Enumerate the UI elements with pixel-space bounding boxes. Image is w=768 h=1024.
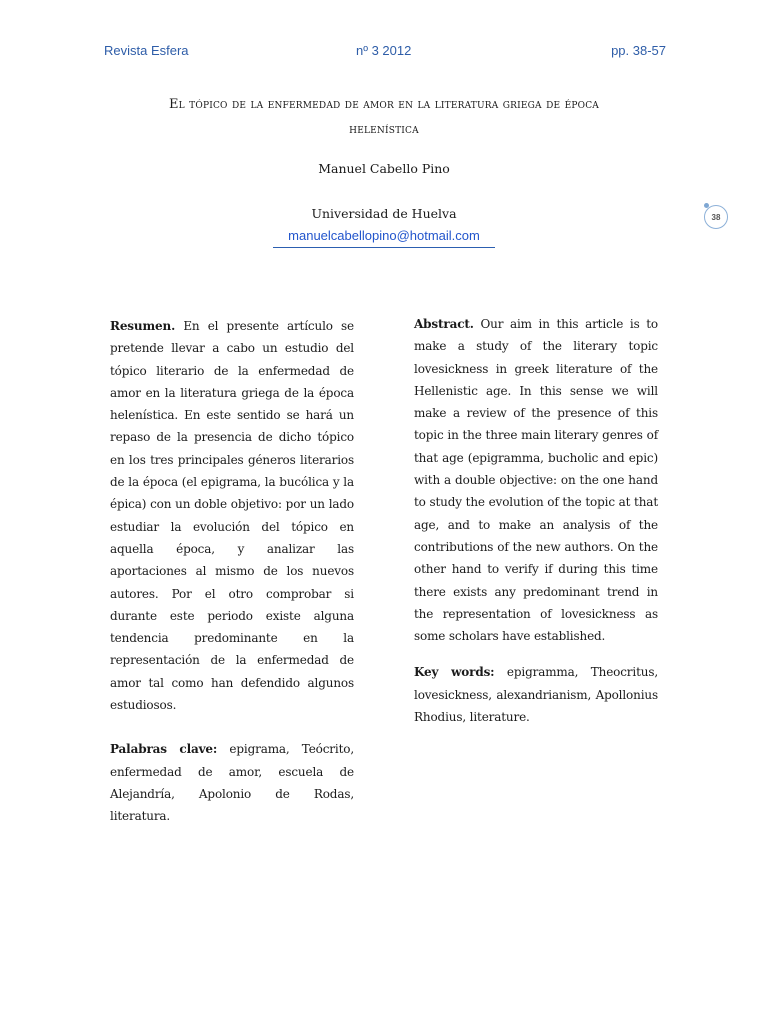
resumen-paragraph <box>110 315 354 716</box>
author-name: Manuel Cabello Pino <box>318 161 450 176</box>
title-line-1: El tópico de la enfermedad de amor en la literatura griega de época <box>168 97 599 112</box>
email-underline <box>273 247 495 248</box>
resumen-label: Resumen. <box>110 319 176 333</box>
abstract-text: Our aim in this article is to make a study of the literary topic lovesickness in greek literature of the Hellenistic age. In this sense we will make a review of the presence of this topic in the three main literary genres of that age (epigramma, bucholic and epic) with a double objective: on the one hand to study the evolution of the topic at that age, and to make an analysis of the contributions of the new authors. On the other hand to verify if during this time there exists any predominant trend in the representation of lovesickness as some scholars have established. <box>414 317 658 644</box>
author-affiliation: Universidad de Huelva <box>311 206 457 221</box>
article-title <box>90 92 678 142</box>
spanish-abstract-column <box>110 315 354 828</box>
abstract-paragraph <box>414 313 658 647</box>
english-abstract-column <box>414 313 658 728</box>
key-words-label: Key words: <box>414 665 495 680</box>
page-range: pp. 38-57 <box>611 43 666 58</box>
palabras-clave-label: Palabras clave: <box>110 742 218 757</box>
key-words-text: epigramma, Theocritus, lovesickness, alexandrianism, Apollonius Rhodius, literature. <box>414 665 658 725</box>
issue-number: nº 3 2012 <box>356 43 412 58</box>
key-words-paragraph <box>414 661 658 728</box>
resumen-text: En el presente artículo se pretende llevar a cabo un estudio del tópico literario de la enfermedad de amor en la literatura griega de la época helenística. En este sentido se hará un repaso de la presencia de dicho tópico en los tres principales géneros literarios de la época (el epigrama, la bucólica y la épica) con un doble objetivo: por un lado estudiar la evolución del tópico en aquella época, y analizar las aportaciones al mismo de los nuevos autores. Por el otro comprobar si durante este periodo existe alguna tendencia predominante en la representación de la enfermedad de amor tal como han defendido algunos estudiosos. <box>110 319 354 713</box>
running-header <box>104 43 666 63</box>
page-number-badge: 38 <box>704 205 728 229</box>
title-line-2: helenística <box>349 122 419 137</box>
palabras-clave-text: epigrama, Teócrito, enfermedad de amor, escuela de Alejandría, Apolonio de Rodas, literatura. <box>110 742 354 824</box>
author-email-link[interactable]: manuelcabellopino@hotmail.com <box>288 228 480 243</box>
journal-name: Revista Esfera <box>104 43 189 58</box>
abstract-label: Abstract. <box>414 317 474 331</box>
palabras-clave-paragraph <box>110 738 354 827</box>
